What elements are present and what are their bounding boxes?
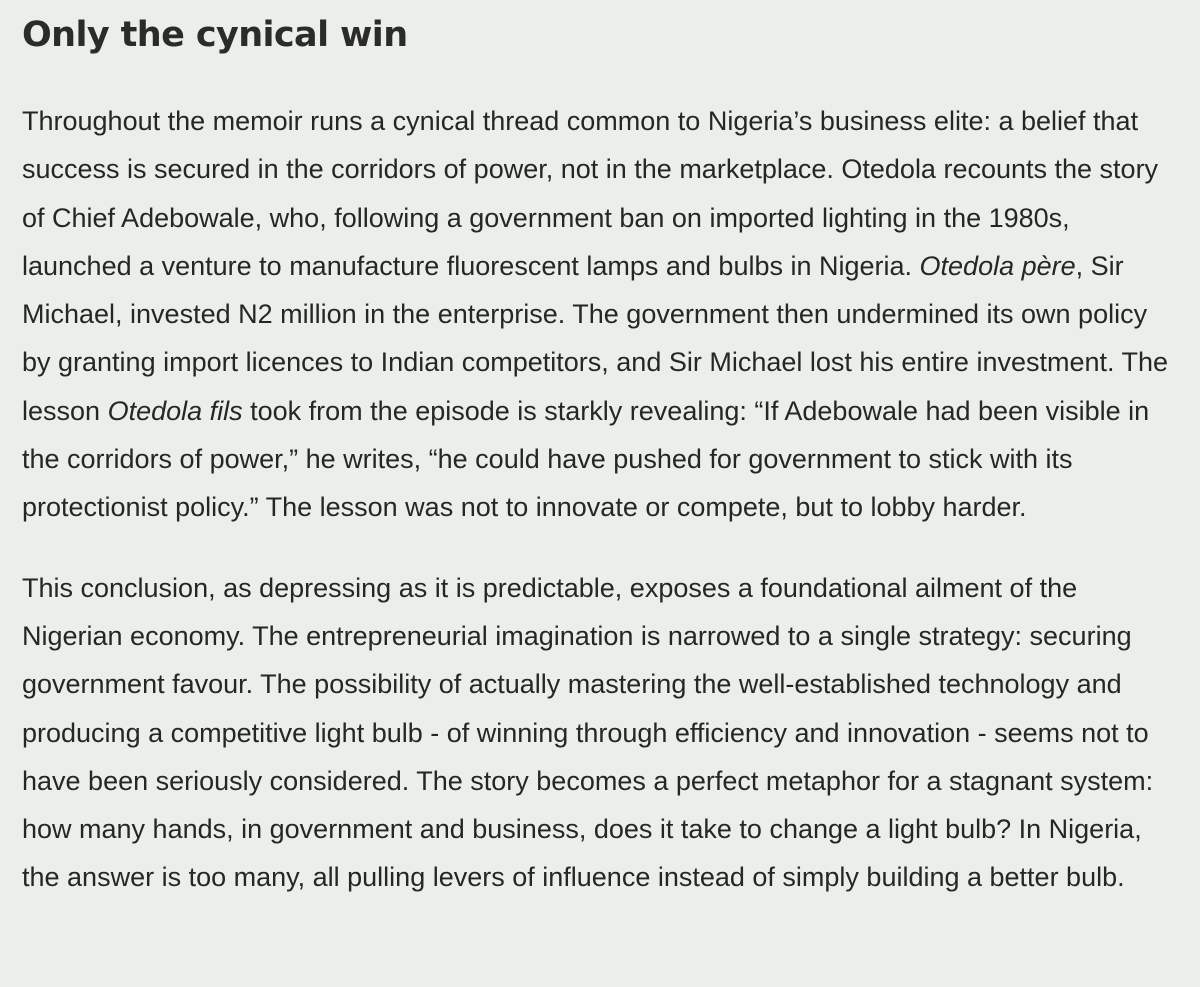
paragraph-1-text-end: took from the episode is starkly revealing: “If Adebowale had been visible in the corridors of power,” he writes, “he could have pushed for government to stick with its protectionist policy.” The lesson was not to innovate or compete, but to lobby harder. bbox=[22, 395, 1150, 523]
paragraph-1 bbox=[22, 97, 1182, 532]
italic-otedola-pere: Otedola père bbox=[919, 250, 1076, 281]
italic-otedola-fils: Otedola fils bbox=[107, 395, 243, 426]
section-heading: Only the cynical win bbox=[22, 15, 408, 55]
paragraph-1-text-start: Throughout the memoir runs a cynical thread common to Nigeria’s business elite: a belief that success is secured in the corridors of power, not in the marketplace. Otedola recounts the story of Chief Adebowale, who, following a government ban on imported lighting in the 1980s, launched a venture to manufacture fluorescent lamps and bulbs in Nigeria. bbox=[22, 106, 1159, 281]
paragraph-1-text-middle: , Sir Michael, invested N2 million in the enterprise. The government then undermined its own policy by granting import licences to Indian competitors, and Sir Michael lost his entire investment. The lesson bbox=[22, 250, 1169, 426]
paragraph-2: This conclusion, as depressing as it is predictable, exposes a foundational ailment of the Nigerian economy. The entrepreneurial imagination is narrowed to a single strategy: securing government favour. The possibility of actually mastering the well-established technology and producing a competitive light bulb - of winning through efficiency and innovation - seems not to have been seriously considered. The story becomes a perfect metaphor for a stagnant system: how many hands, in government and business, does it take to change a light bulb? In Nigeria, the answer is too many, all pulling levers of influence instead of simply building a better bulb. bbox=[22, 572, 1154, 893]
